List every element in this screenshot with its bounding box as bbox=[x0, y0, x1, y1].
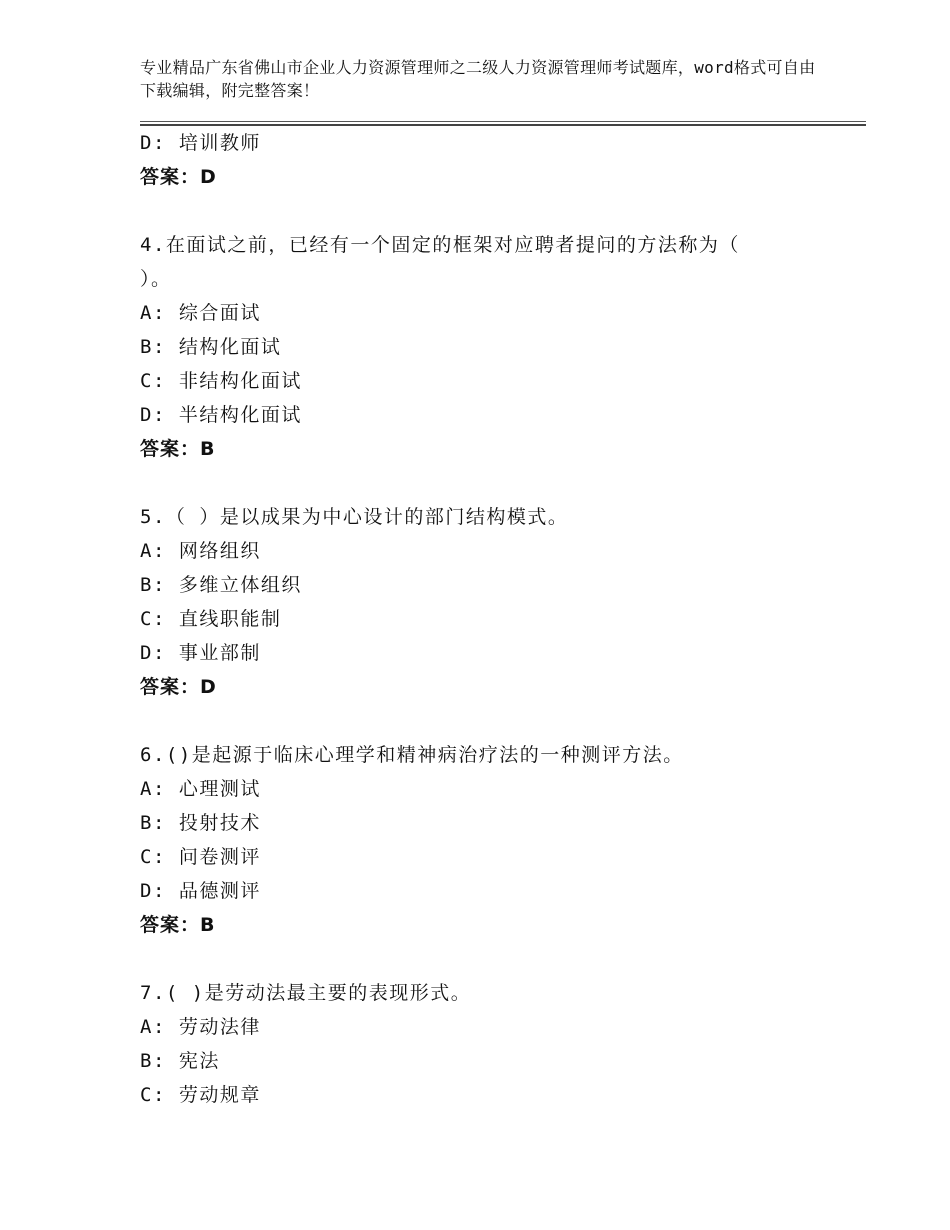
option-b: B: 投射技术 bbox=[140, 812, 261, 834]
question-7 bbox=[140, 976, 840, 1112]
option-d: D: 半结构化面试 bbox=[140, 404, 302, 426]
spacer bbox=[140, 942, 840, 976]
question-5 bbox=[140, 500, 840, 704]
answer-line: 答案：D bbox=[140, 676, 217, 698]
spacer bbox=[140, 704, 840, 738]
option-a: A: 心理测试 bbox=[140, 778, 261, 800]
option-d: D: 品德测评 bbox=[140, 880, 261, 902]
option-a: A: 综合面试 bbox=[140, 302, 261, 324]
document-title: 专业精品广东省佛山市企业人力资源管理师之二级人力资源管理师考试题库，word格式可自由下载编辑，附完整答案！ bbox=[140, 58, 816, 100]
question-stem: 7.( )是劳动法最主要的表现形式。 bbox=[140, 982, 472, 1004]
question-stem: 5.（ ）是以成果为中心设计的部门结构模式。 bbox=[140, 506, 569, 528]
option-a: A: 网络组织 bbox=[140, 540, 261, 562]
question-stem: 6.()是起源于临床心理学和精神病治疗法的一种测评方法。 bbox=[140, 744, 684, 766]
answer-line: 答案：B bbox=[140, 914, 216, 936]
option-c: C: 问卷测评 bbox=[140, 846, 261, 868]
option-a: A: 劳动法律 bbox=[140, 1016, 261, 1038]
question-content bbox=[140, 126, 840, 1112]
question-stem: 4.在面试之前，已经有一个固定的框架对应聘者提问的方法称为（ ）。 bbox=[140, 234, 740, 290]
option-c: C: 直线职能制 bbox=[140, 608, 282, 630]
answer-line: 答案：B bbox=[140, 438, 216, 460]
option-b: B: 宪法 bbox=[140, 1050, 220, 1072]
spacer bbox=[140, 466, 840, 500]
option-c: C: 劳动规章 bbox=[140, 1084, 261, 1106]
option-d: D: 培训教师 bbox=[140, 132, 261, 154]
option-b: B: 结构化面试 bbox=[140, 336, 282, 358]
question-4 bbox=[140, 228, 840, 466]
spacer bbox=[140, 194, 840, 228]
option-c: C: 非结构化面试 bbox=[140, 370, 302, 392]
page-header bbox=[140, 56, 830, 102]
option-b: B: 多维立体组织 bbox=[140, 574, 302, 596]
answer-line: 答案：D bbox=[140, 166, 217, 188]
option-d: D: 事业部制 bbox=[140, 642, 261, 664]
question-6 bbox=[140, 738, 840, 942]
